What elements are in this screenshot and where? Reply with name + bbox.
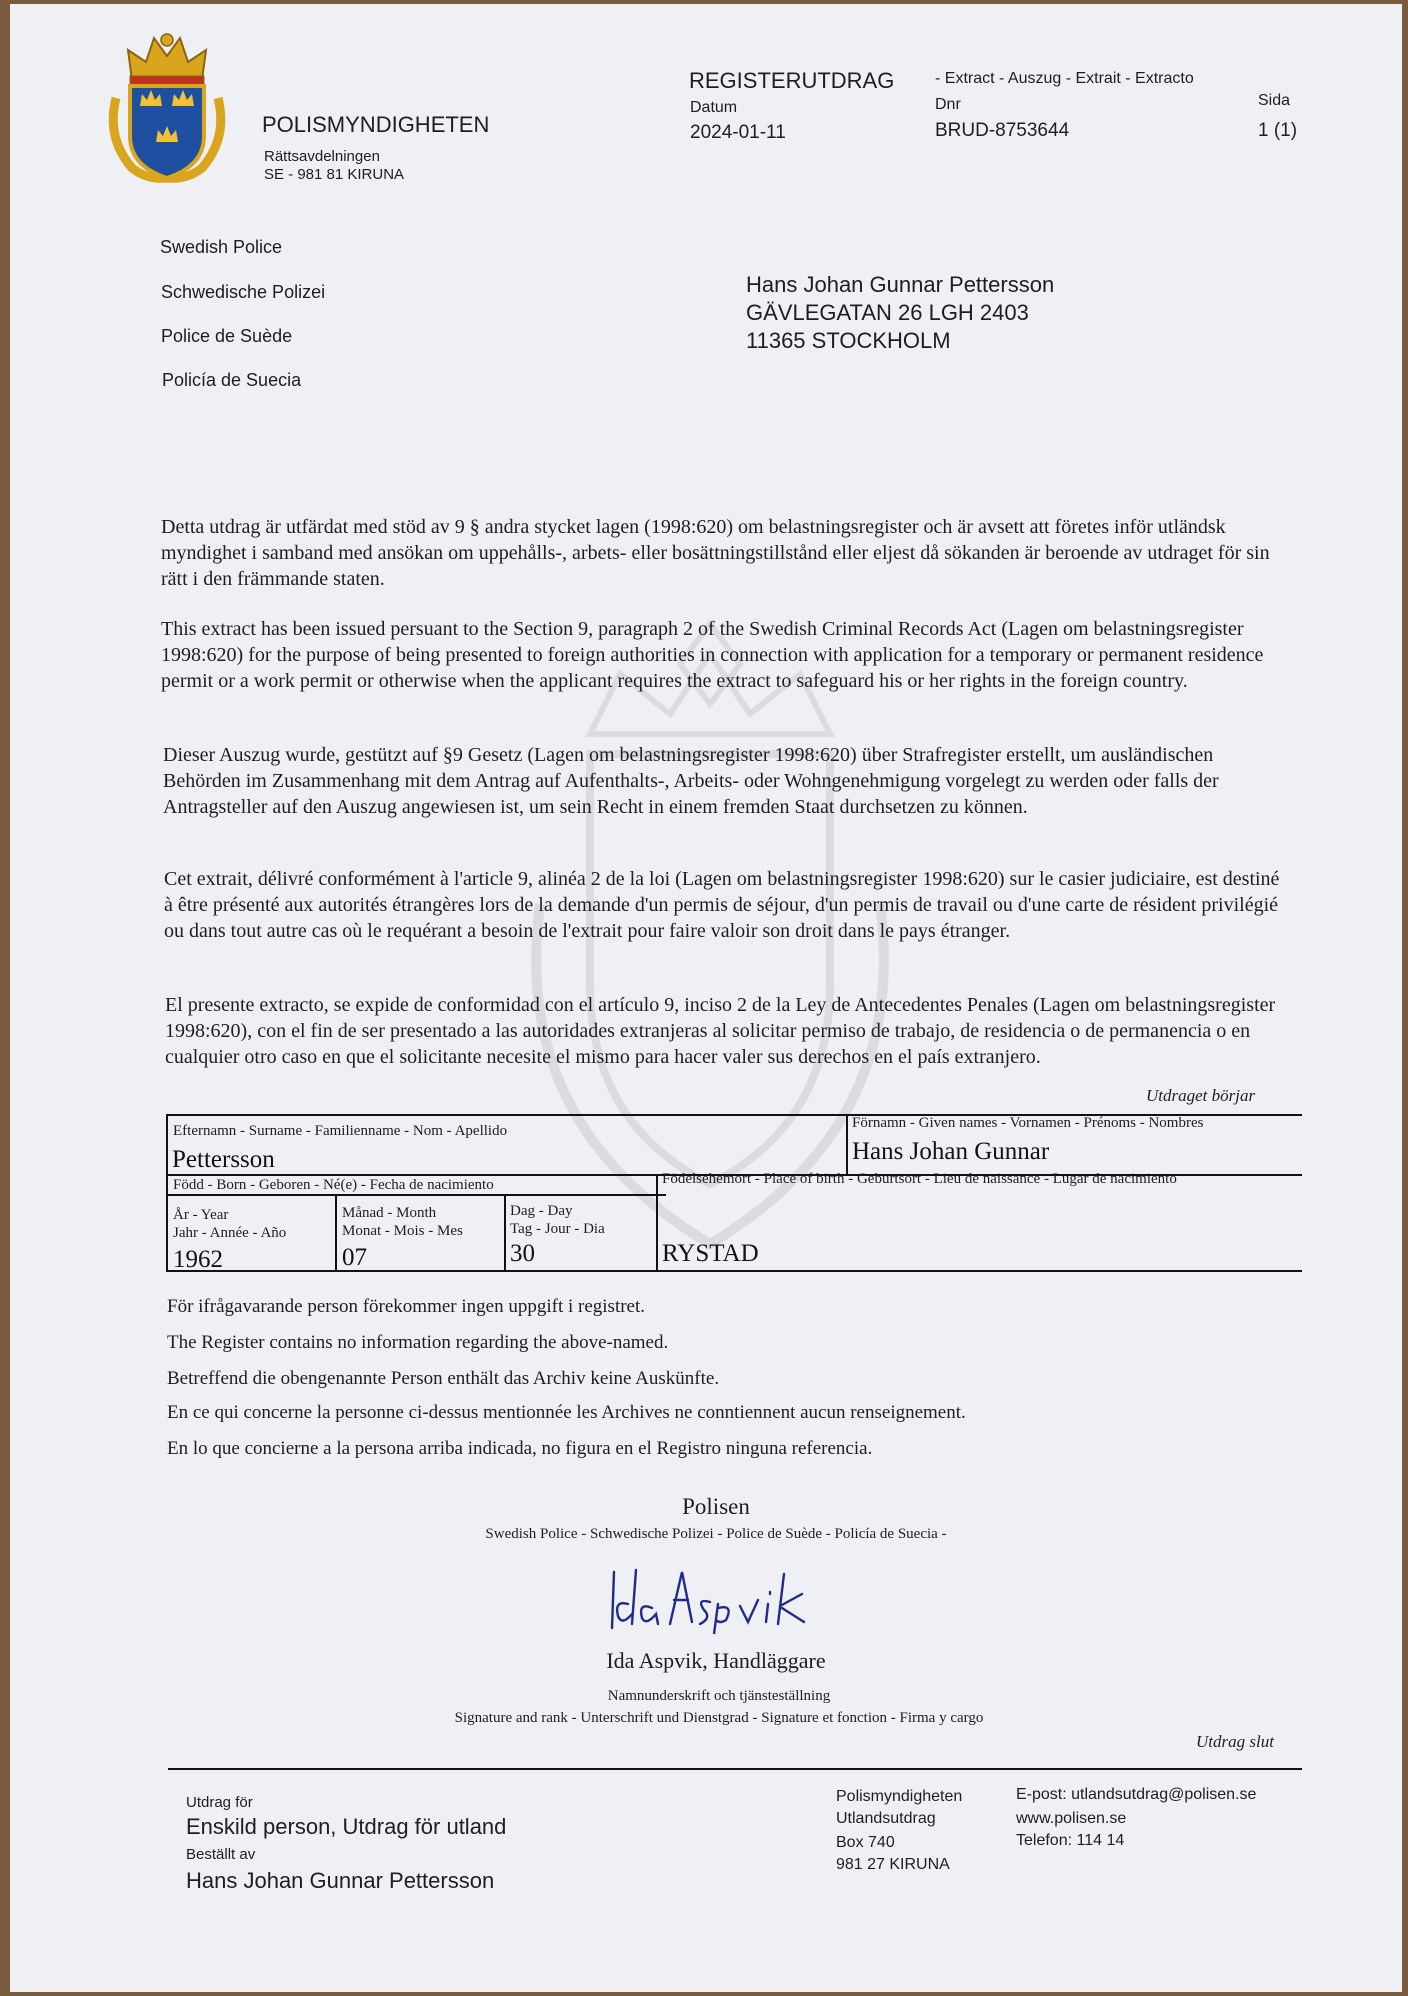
date-label: Datum — [690, 99, 738, 116]
footer-for-label: Utdrag för — [186, 1794, 253, 1811]
date-value: 2024-01-11 — [690, 122, 786, 143]
result-de: Betreffend die obengenannte Person enthält das Archiv keine Auskünfte. — [167, 1368, 720, 1389]
surname-label: Efternamn - Surname - Familienname - Nom - Apellido — [173, 1123, 508, 1139]
birthplace-value: RYSTAD — [662, 1240, 759, 1267]
footer-ordered-label: Beställt av — [186, 1846, 256, 1863]
dnr-value: BRUD-8753644 — [935, 120, 1070, 141]
result-es: En lo que concierne a la persona arriba indicada, no figura en el Registro ninguna referencia. — [167, 1438, 873, 1459]
footer-for-value: Enskild person, Utdrag för utland — [186, 1814, 507, 1839]
signature-label-multi: Signature and rank - Unterschrift und Dienstgrad - Signature et fonction - Firma y cargo — [454, 1710, 984, 1726]
police-crest-icon — [102, 28, 232, 188]
birthplace-label: Födelsehemort - Place of birth - Geburtsort - Lieu de naissance - Lugar de nacimiento — [662, 1171, 1177, 1187]
month-label-2: Monat - Mois - Mes — [342, 1223, 463, 1239]
footer-ordered-value: Hans Johan Gunnar Pettersson — [186, 1868, 495, 1893]
paragraph-fr: Cet extrait, délivré conformément à l'article 9, alinéa 2 de la loi (Lagen om belastningsregister 1998:620) sur le casier judiciaire, est destiné à être présenté aux autorités étrangères lors de la demande d'un permis de séjour, d'un permis de travail ou d'une carte de résident privilégié ou dans tout autre cas où le requérant a besoin de l'extrait pour faire valoir son droit dans le pays étranger. — [164, 868, 1280, 942]
footer-phone: Telefon: 114 14 — [1016, 1832, 1125, 1849]
document-page — [10, 4, 1402, 1992]
year-label-1: År - Year — [173, 1207, 229, 1223]
recipient-city: 11365 STOCKHOLM — [746, 328, 951, 353]
day-label-1: Dag - Day — [510, 1203, 573, 1219]
agency-address: SE - 981 81 KIRUNA — [264, 166, 405, 183]
doc-type-translations: - Extract - Auszug - Extrait - Extracto — [935, 70, 1194, 87]
year-label-2: Jahr - Année - Año — [173, 1225, 287, 1241]
handwritten-signature — [608, 1564, 848, 1634]
given-names-value: Hans Johan Gunnar — [852, 1138, 1050, 1165]
given-names-label: Förnamn - Given names - Vornamen - Prénoms - Nombres — [852, 1115, 1204, 1131]
paragraph-en: This extract has been issued persuant to the Section 9, paragraph 2 of the Swedish Criminal Records Act (Lagen om belastningsregister 1998:620) for the purpose of being presented to foreign authorities in connection with application for a temporary or permanent residence permit or a work permit or otherwise when the applicant requires the extract to safeguard his or her rights in the foreign country. — [161, 618, 1264, 692]
footer-address-line-3: Box 740 — [836, 1834, 895, 1851]
footer-divider — [168, 1768, 1302, 1770]
signature-label-sv: Namnunderskrift och tjänsteställning — [607, 1688, 831, 1704]
police-name-fr: Police de Suède — [161, 326, 293, 346]
result-sv: För ifrågavarande person förekommer ingen uppgift i registret. — [167, 1296, 646, 1317]
footer-address-line-4: 981 27 KIRUNA — [836, 1856, 950, 1873]
signature-org-translations: Swedish Police - Schwedische Polizei - Police de Suède - Policía de Suecia - — [485, 1526, 947, 1542]
birth-month: 07 — [342, 1244, 367, 1271]
surname-value: Pettersson — [172, 1146, 275, 1173]
footer-web: www.polisen.se — [1016, 1810, 1127, 1827]
signer-name-rank: Ida Aspvik, Handläggare — [606, 1648, 826, 1673]
footer-email: E-post: utlandsutdrag@polisen.se — [1016, 1786, 1257, 1803]
result-en: The Register contains no information regarding the above-named. — [167, 1332, 669, 1353]
extract-ends: Utdrag slut — [1196, 1732, 1274, 1751]
paragraph-de: Dieser Auszug wurde, gestützt auf §9 Gesetz (Lagen om belastningsregister 1998:620) über Strafregister erstellt, um ausländischen Behörden im Zusammenhang mit dem Antrag auf Aufenthalts-, Arbeits- oder Wohngenehmigung vorgelegt zu werden oder falls der Antragsteller auf den Auszug angewiesen ist, um sein Recht in einem fremden Staat durchsetzen zu können. — [163, 744, 1219, 818]
footer-address-line-2: Utlandsutdrag — [836, 1810, 936, 1827]
footer-address-line-1: Polismyndigheten — [836, 1788, 963, 1805]
result-fr: En ce qui concerne la personne ci-dessus mentionnée les Archives ne conntiennent aucun renseignement. — [167, 1402, 966, 1423]
page-label: Sida — [1258, 92, 1291, 109]
paragraph-es: El presente extracto, se expide de conformidad con el artículo 9, inciso 2 de la Ley de Antecedentes Penales (Lagen om belastningsregister 1998:620), con el fin de ser presentado a las autoridades extranjeras al solicitar permiso de trabajo, de residencia o de permanencia o en cualquier otro caso en que el solicitante necesite el mismo para hacer valer sus derechos en el país extranjero. — [165, 994, 1276, 1068]
agency-name: POLISMYNDIGHETEN — [262, 112, 490, 137]
signature-org: Polisen — [682, 1494, 750, 1519]
dnr-label: Dnr — [935, 96, 961, 113]
birth-year: 1962 — [173, 1246, 223, 1273]
police-name-es: Policía de Suecia — [162, 370, 302, 390]
month-label-1: Månad - Month — [342, 1205, 437, 1221]
doc-type: REGISTERUTDRAG — [689, 68, 895, 93]
paragraph-sv: Detta utdrag är utfärdat med stöd av 9 § andra stycket lagen (1998:620) om belastningsregister och är avsett att företes inför utländsk myndighet i samband med ansökan om uppehålls-, arbets- eller bosättningstillstånd eller eljest då sökanden är beroende av utdraget för sin rätt i den främmande staten. — [161, 516, 1270, 590]
recipient-street: GÄVLEGATAN 26 LGH 2403 — [746, 300, 1029, 325]
extract-begins: Utdraget börjar — [1146, 1086, 1256, 1105]
birth-day: 30 — [510, 1240, 535, 1267]
born-label: Född - Born - Geboren - Né(e) - Fecha de nacimiento — [173, 1177, 494, 1193]
day-label-2: Tag - Jour - Dia — [510, 1221, 605, 1237]
police-name-de: Schwedische Polizei — [161, 282, 326, 302]
department: Rättsavdelningen — [264, 148, 380, 165]
page-value: 1 (1) — [1258, 120, 1298, 141]
recipient-name: Hans Johan Gunnar Pettersson — [746, 272, 1055, 297]
police-name-en: Swedish Police — [160, 237, 283, 257]
